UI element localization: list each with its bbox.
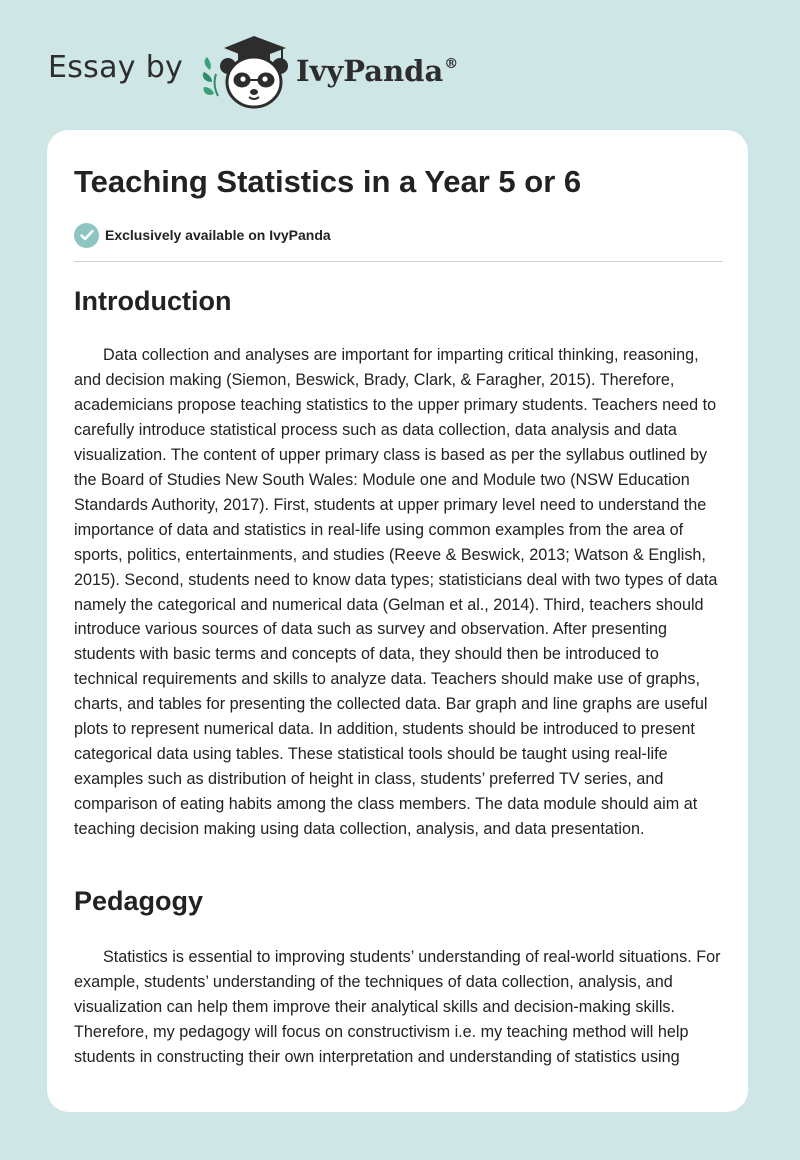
section-heading-introduction: Introduction bbox=[74, 286, 232, 316]
page-title: Teaching Statistics in a Year 5 or 6 bbox=[74, 164, 582, 199]
pedagogy-paragraph: Statistics is essential to improving students’ understanding of real-world situations. For example, students’ understanding of the techniques of data collection, analysis, and visualization can help them improve their analytical skills and decision-making skills. Therefore, my pedagogy will focus on constructivism i.e. my teaching method will help students in constructing their own interpretation and understanding of statistics using bbox=[74, 948, 721, 1066]
ivypanda-logo-icon[interactable] bbox=[198, 30, 294, 112]
essay-by-label: Essay by bbox=[48, 50, 184, 85]
introduction-paragraph: Data collection and analyses are important for imparting critical thinking, reasoning, and decision making (Siemon, Beswick, Brady, Clark, & Faragher, 2015). Therefore, academicians propose teaching statistics to the upper primary students. Teachers need to carefully introduce statistical process such as data collection, data analysis and data visualization. The content of upper primary class is based as per the syllabus outlined by the Board of Studies New South Wales: Module one and Module two (NSW Education Standards Authority, 2017). First, students at upper primary level need to understand the importance of data and statistics in real-life using common examples from the area of sports, politics, entertainments, and studies (Reeve & Beswick, 2013; Watson & English, 2015). Second, students need to know data types; statisticians deal with two types of data namely the categorical and numerical data (Gelman et al., 2014). Third, teachers should introduce various sources of data such as survey and observation. After presenting students with basic terms and concepts of data, they should then be introduced to technical requirements and skills to analyze data. Teachers should make use of graphs, charts, and tables for presenting the collected data. Bar graph and line graphs are useful plots to represent numerical data. In addition, students should be introduced to present categorical data using tables. These statistical tools should be taught using real-life examples such as distribution of height in class, students’ preferred TV series, and comparison of eating habits among the class members. The data module should aim at teaching decision making using data collection, analysis, and data presentation. bbox=[74, 346, 718, 839]
brand-wordmark[interactable] bbox=[296, 54, 458, 88]
article-card bbox=[47, 130, 748, 1112]
exclusive-badge-label: Exclusively available on IvyPanda bbox=[105, 227, 331, 243]
exclusive-badge bbox=[74, 222, 331, 248]
registered-mark: ® bbox=[444, 56, 459, 72]
section-heading-pedagogy: Pedagogy bbox=[74, 886, 204, 916]
title-divider bbox=[74, 261, 723, 262]
checkmark-icon bbox=[74, 223, 99, 248]
brand-name: IvyPanda bbox=[296, 54, 444, 88]
site-header bbox=[0, 0, 800, 130]
